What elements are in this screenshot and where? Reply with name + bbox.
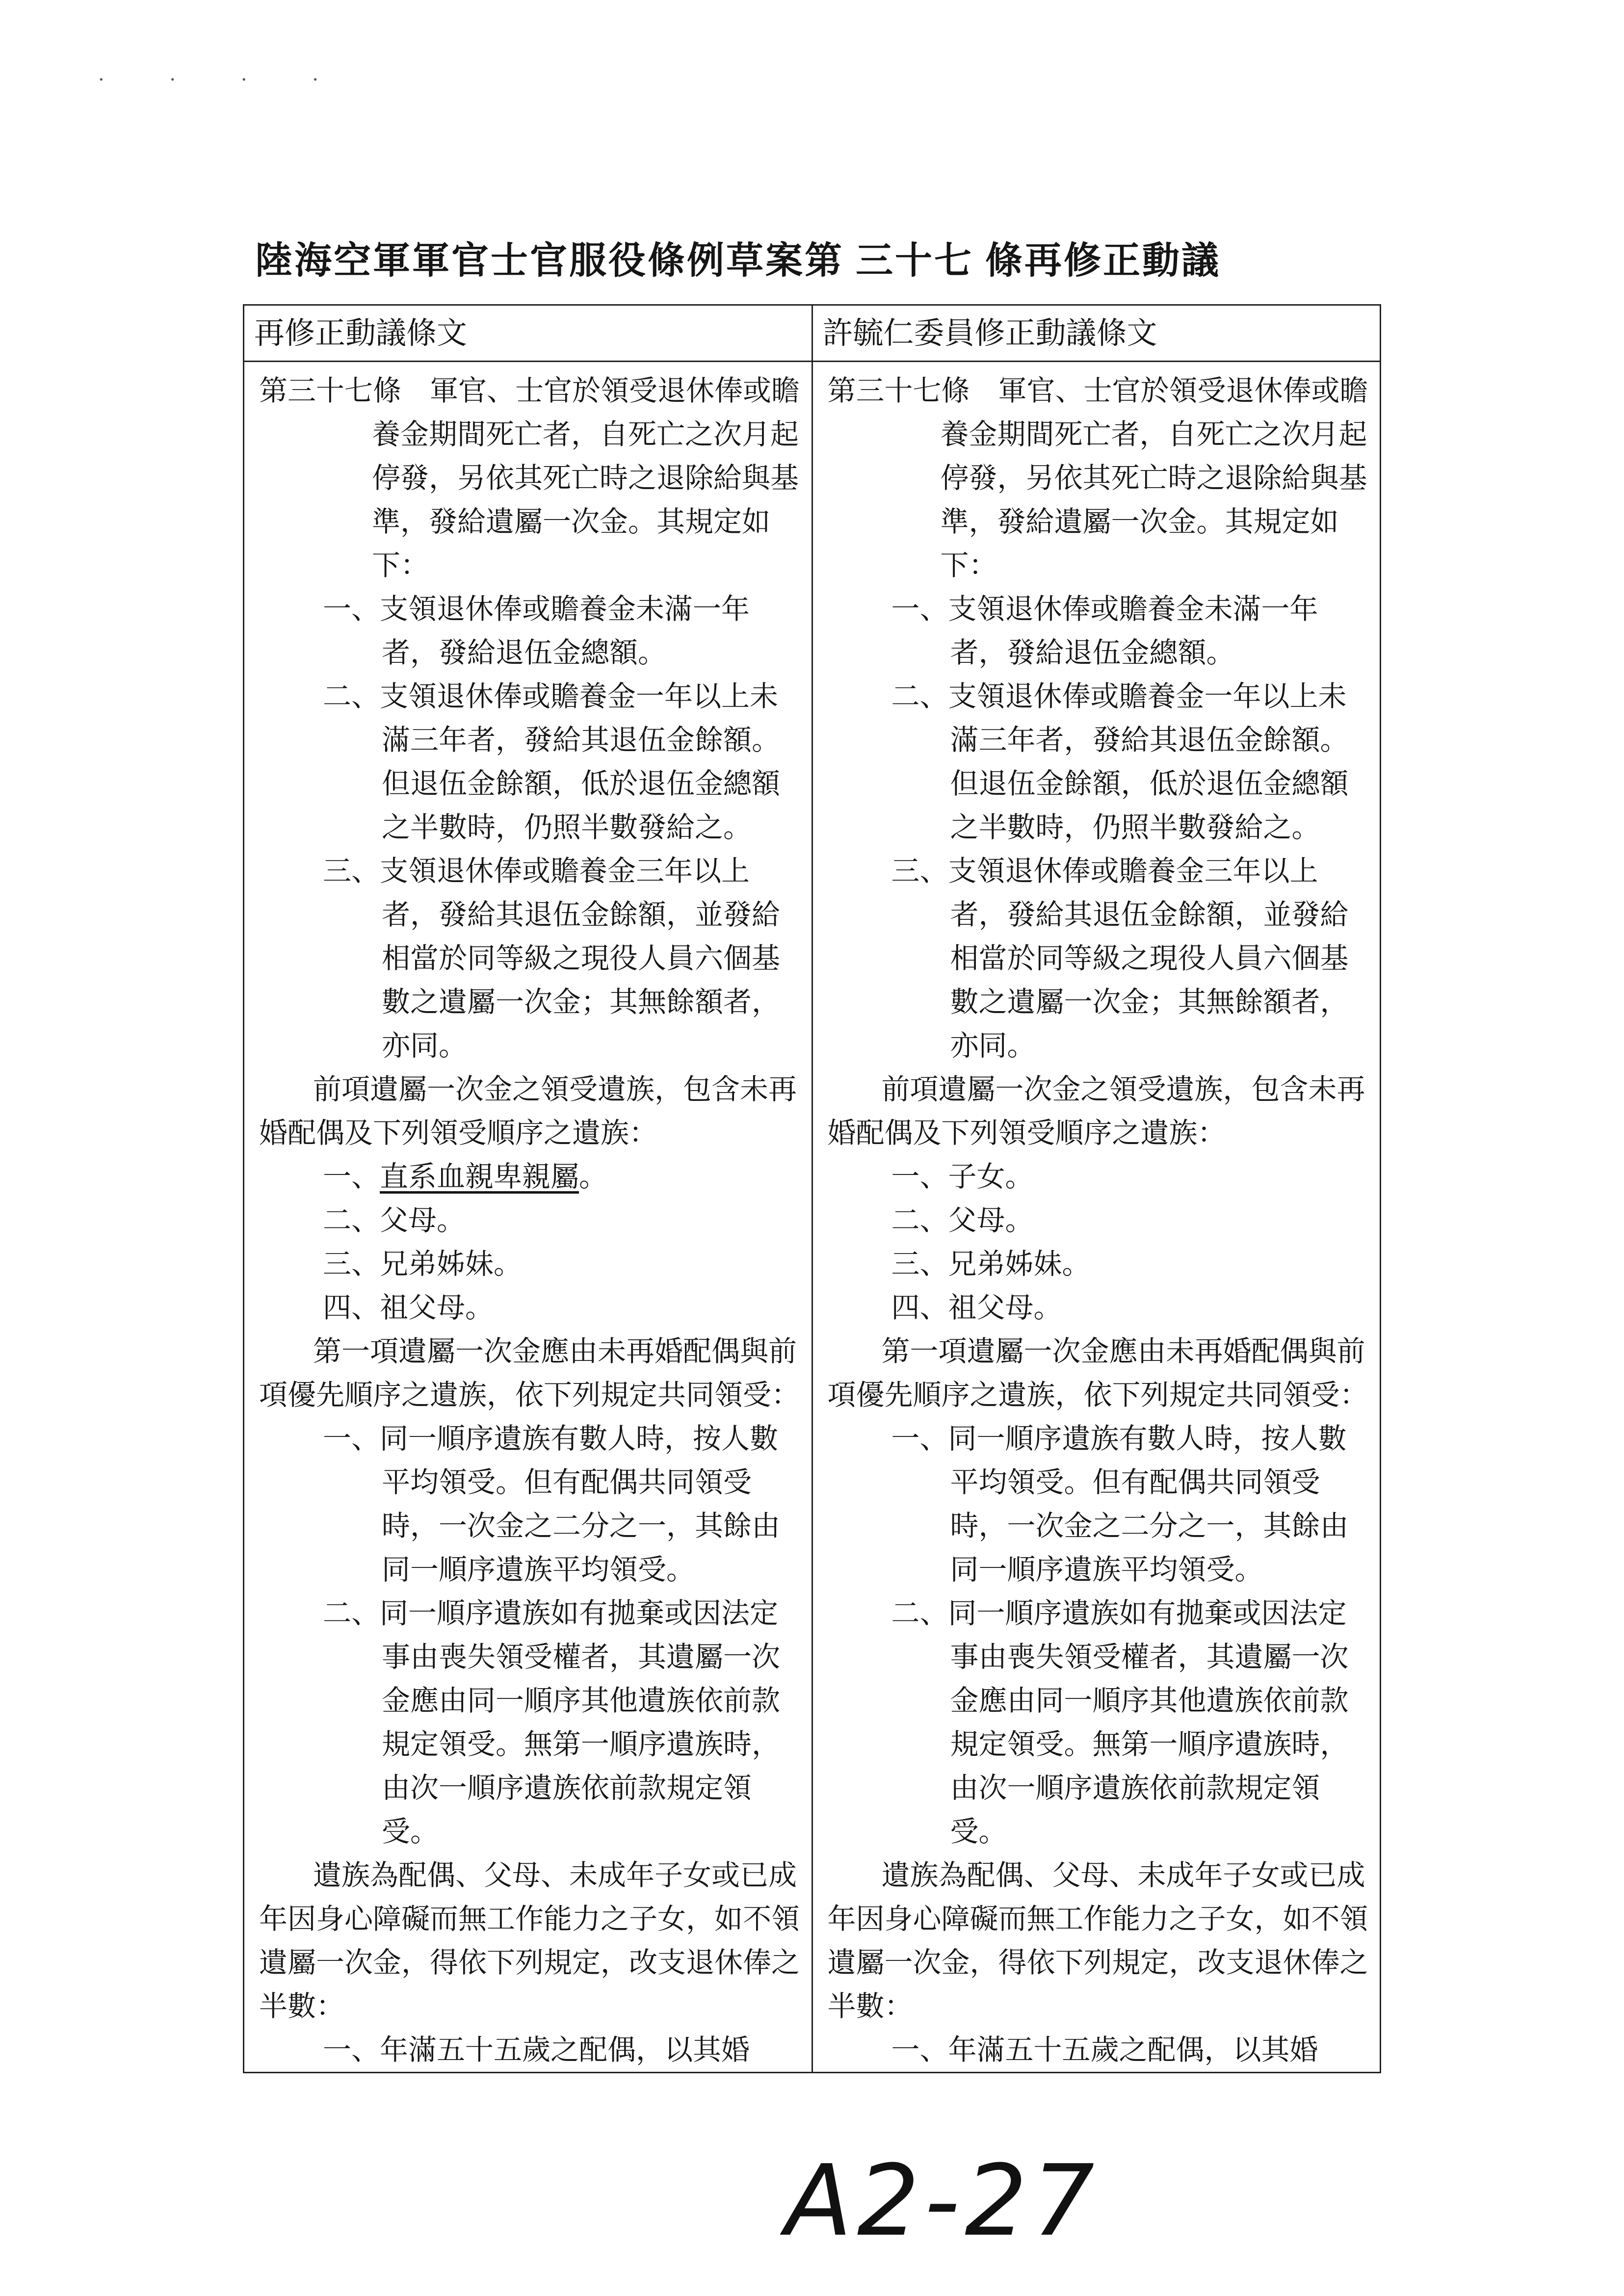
title-suffix: 條再修正動議 (985, 238, 1221, 282)
clause-item-partial: 一、年滿五十五歲之配偶，以其婚 (891, 2033, 1318, 2066)
order-item: 四、祖父母。 (891, 1291, 1062, 1324)
clause-item: 二、同一順序遺族如有拋棄或因法定事由喪失領受權者，其遺屬一次金應由同一順序其他遺族依前款規定領受。無第一順序遺族時，由次一順序遺族依前款規定領受。 (323, 1596, 781, 1848)
order-underlined-text: 直系血親卑親屬 (380, 1160, 579, 1193)
article-head: 第三十七條 軍官、士官於領受退休俸或瞻養金期間死亡者，自死亡之次月起停發，另依其死亡時之退除給與基準，發給遺屬一次金。其規定如下： (827, 374, 1368, 582)
article-head: 第三十七條 軍官、士官於領受退休俸或瞻養金期間死亡者，自死亡之次月起停發，另依其死亡時之退除給與基準，發給遺屬一次金。其規定如下： (259, 374, 800, 582)
table-body-row (244, 362, 1381, 2073)
header-hsu-motion: 許毓仁委員修正動議條文 (812, 305, 1381, 362)
order-item: 三、兄弟姊妹。 (323, 1247, 523, 1280)
order-suffix: 。 (579, 1160, 608, 1193)
order-item: 三、兄弟姊妹。 (891, 1247, 1091, 1280)
right-column (812, 362, 1381, 2073)
paragraph-3: 第一項遺屬一次金應由未再婚配偶與前項優先順序之遺族，依下列規定共同領受： (259, 1334, 800, 1411)
clause-item: 一、支領退休俸或贍養金未滿一年者，發給退伍金總額。 (891, 592, 1318, 669)
comparison-table (243, 304, 1381, 2073)
table-header-row (244, 305, 1381, 362)
paragraph-2: 前項遺屬一次金之領受遺族，包含未再婚配偶及下列領受順序之遺族： (827, 1072, 1365, 1149)
clause-item: 二、支領退休俸或贍養金一年以上未滿三年者，發給其退伍金餘額。但退伍金餘額，低於退伍金總額之半數時，仍照半數發給之。 (891, 679, 1349, 844)
clause-item-partial: 一、年滿五十五歲之配偶，以其婚 (323, 2033, 750, 2066)
clause-item: 二、支領退休俸或贍養金一年以上未滿三年者，發給其退伍金餘額。但退伍金餘額，低於退伍金總額之半數時，仍照半數發給之。 (323, 679, 781, 844)
title-main: 陸海空軍軍官士官服役條例草案第 (255, 238, 844, 282)
paragraph-4: 遺族為配偶、父母、未成年子女或已成年因身心障礙而無工作能力之子女，如不領遺屬一次金，得依下列規定，改支退休俸之半數： (259, 1858, 800, 2023)
scan-marks: · · · · (98, 69, 348, 91)
order-item: 二、父母。 (891, 1203, 1034, 1237)
clause-item: 三、支領退休俸或贍養金三年以上者，發給其退伍金餘額，並發給相當於同等級之現役人員六個基數之遺屬一次金；其無餘額者，亦同。 (323, 854, 781, 1062)
order-item: 二、父母。 (323, 1203, 466, 1237)
order-item (259, 1155, 802, 1199)
clause-item: 一、支領退休俸或贍養金未滿一年者，發給退伍金總額。 (323, 592, 750, 669)
order-prefix: 一、 (323, 1160, 380, 1193)
clause-item: 二、同一順序遺族如有拋棄或因法定事由喪失領受權者，其遺屬一次金應由同一順序其他遺族依前款規定領受。無第一順序遺族時，由次一順序遺族依前款規定領受。 (891, 1596, 1349, 1848)
paragraph-4: 遺族為配偶、父母、未成年子女或已成年因身心障礙而無工作能力之子女，如不領遺屬一次金，得依下列規定，改支退休俸之半數： (827, 1858, 1368, 2023)
clause-item: 一、同一順序遺族有數人時，按人數平均領受。但有配偶共同領受時，一次金之二分之一，其餘由同一順序遺族平均領受。 (323, 1422, 781, 1586)
order-item: 一、子女。 (891, 1160, 1034, 1193)
handwritten-page-number: A2-27 (785, 2144, 1100, 2258)
clause-item: 一、同一順序遺族有數人時，按人數平均領受。但有配偶共同領受時，一次金之二分之一，其餘由同一順序遺族平均領受。 (891, 1422, 1349, 1586)
left-column (244, 362, 812, 2073)
order-item: 四、祖父母。 (323, 1291, 494, 1324)
title-article-number: 三十七 (856, 238, 973, 282)
paragraph-3: 第一項遺屬一次金應由未再婚配偶與前項優先順序之遺族，依下列規定共同領受： (827, 1334, 1368, 1411)
paragraph-2: 前項遺屬一次金之領受遺族，包含未再婚配偶及下列領受順序之遺族： (259, 1072, 797, 1149)
document-title (255, 231, 1384, 284)
header-revised-motion: 再修正動議條文 (244, 305, 812, 362)
clause-item: 三、支領退休俸或贍養金三年以上者，發給其退伍金餘額，並發給相當於同等級之現役人員六個基數之遺屬一次金；其無餘額者，亦同。 (891, 854, 1349, 1062)
